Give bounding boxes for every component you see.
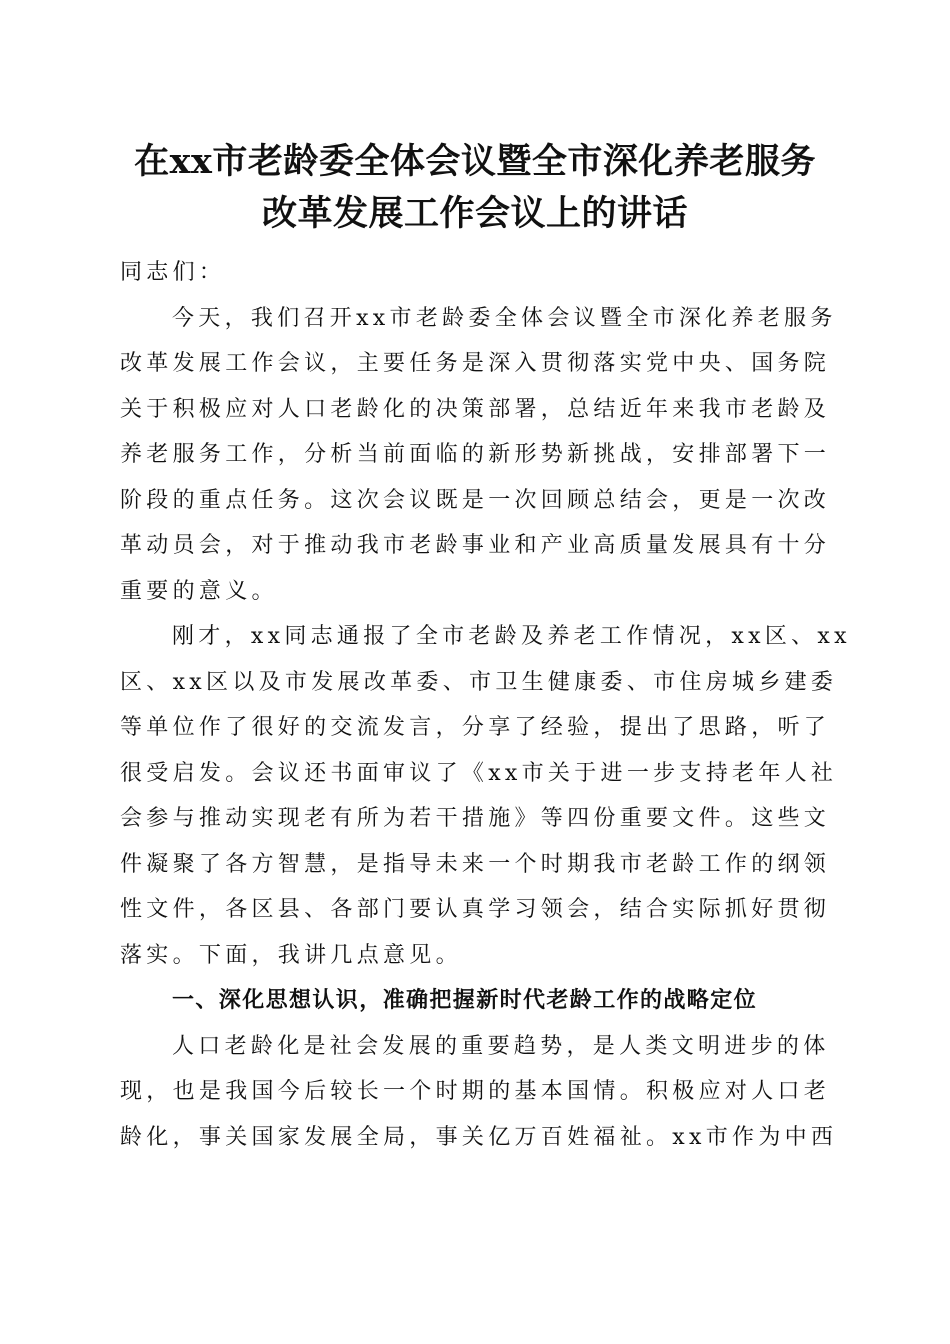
paragraph-line: 区、xx区以及市发展改革委、市卫生健康委、市住房城乡建委 (120, 669, 838, 695)
paragraph-1 (120, 296, 840, 615)
paragraph-line: 会参与推动实现老有所为若干措施》等四份重要文件。这些文 (120, 806, 831, 831)
paragraph-line: 重要的意义。 (120, 578, 278, 604)
paragraph-line: 龄化，事关国家发展全局，事关亿万百姓福祉。xx市作为中西 (120, 1124, 838, 1150)
paragraph-2 (120, 614, 851, 978)
paragraph-line: 养老服务工作，分析当前面临的新形势新挑战，安排部署下一 (120, 442, 831, 467)
paragraph-line: 现，也是我国今后较长一个时期的基本国情。积极应对人口老 (120, 1079, 831, 1104)
paragraph-line: 阶段的重点任务。这次会议既是一次回顾总结会，更是一次改 (120, 487, 831, 513)
title-line-2: 改革发展工作会议上的讲话 (261, 193, 688, 234)
paragraph-line: 件凝聚了各方智慧，是指导未来一个时期我市老龄工作的纲领 (120, 851, 831, 877)
document-title (60, 136, 890, 240)
paragraph-line: 改革发展工作会议，主要任务是深入贯彻落实党中央、国务院 (120, 351, 831, 376)
paragraph-line: 今天，我们召开xx市老龄委全体会议暨全市深化养老服务 (172, 305, 837, 331)
title-line-1: 在xx市老龄委全体会议暨全市深化养老服务 (134, 141, 816, 182)
paragraph-3 (120, 1024, 840, 1161)
paragraph-line: 很受启发。会议还书面审议了《xx市关于进一步支持老年人社 (120, 760, 838, 786)
document-body (120, 250, 851, 1160)
paragraph-line: 关于积极应对人口老龄化的决策部署，总结近年来我市老龄及 (120, 396, 831, 422)
paragraph-line: 革动员会，对于推动我市老龄事业和产业高质量发展具有十分 (120, 533, 831, 558)
section-heading: 一、深化思想认识，准确把握新时代老龄工作的战略定位 (172, 988, 758, 1013)
paragraph-line: 刚才，xx同志通报了全市老龄及养老工作情况，xx区、xx (172, 624, 851, 649)
paragraph-line: 性文件，各区县、各部门要认真学习领会，结合实际抓好贯彻 (120, 897, 831, 922)
paragraph-line: 落实。下面，我讲几点意见。 (120, 942, 462, 968)
paragraph-line: 人口老龄化是社会发展的重要趋势，是人类文明进步的体 (172, 1033, 830, 1059)
paragraph-line: 等单位作了很好的交流发言，分享了经验，提出了思路，听了 (120, 715, 831, 740)
salutation: 同志们： (120, 260, 226, 285)
